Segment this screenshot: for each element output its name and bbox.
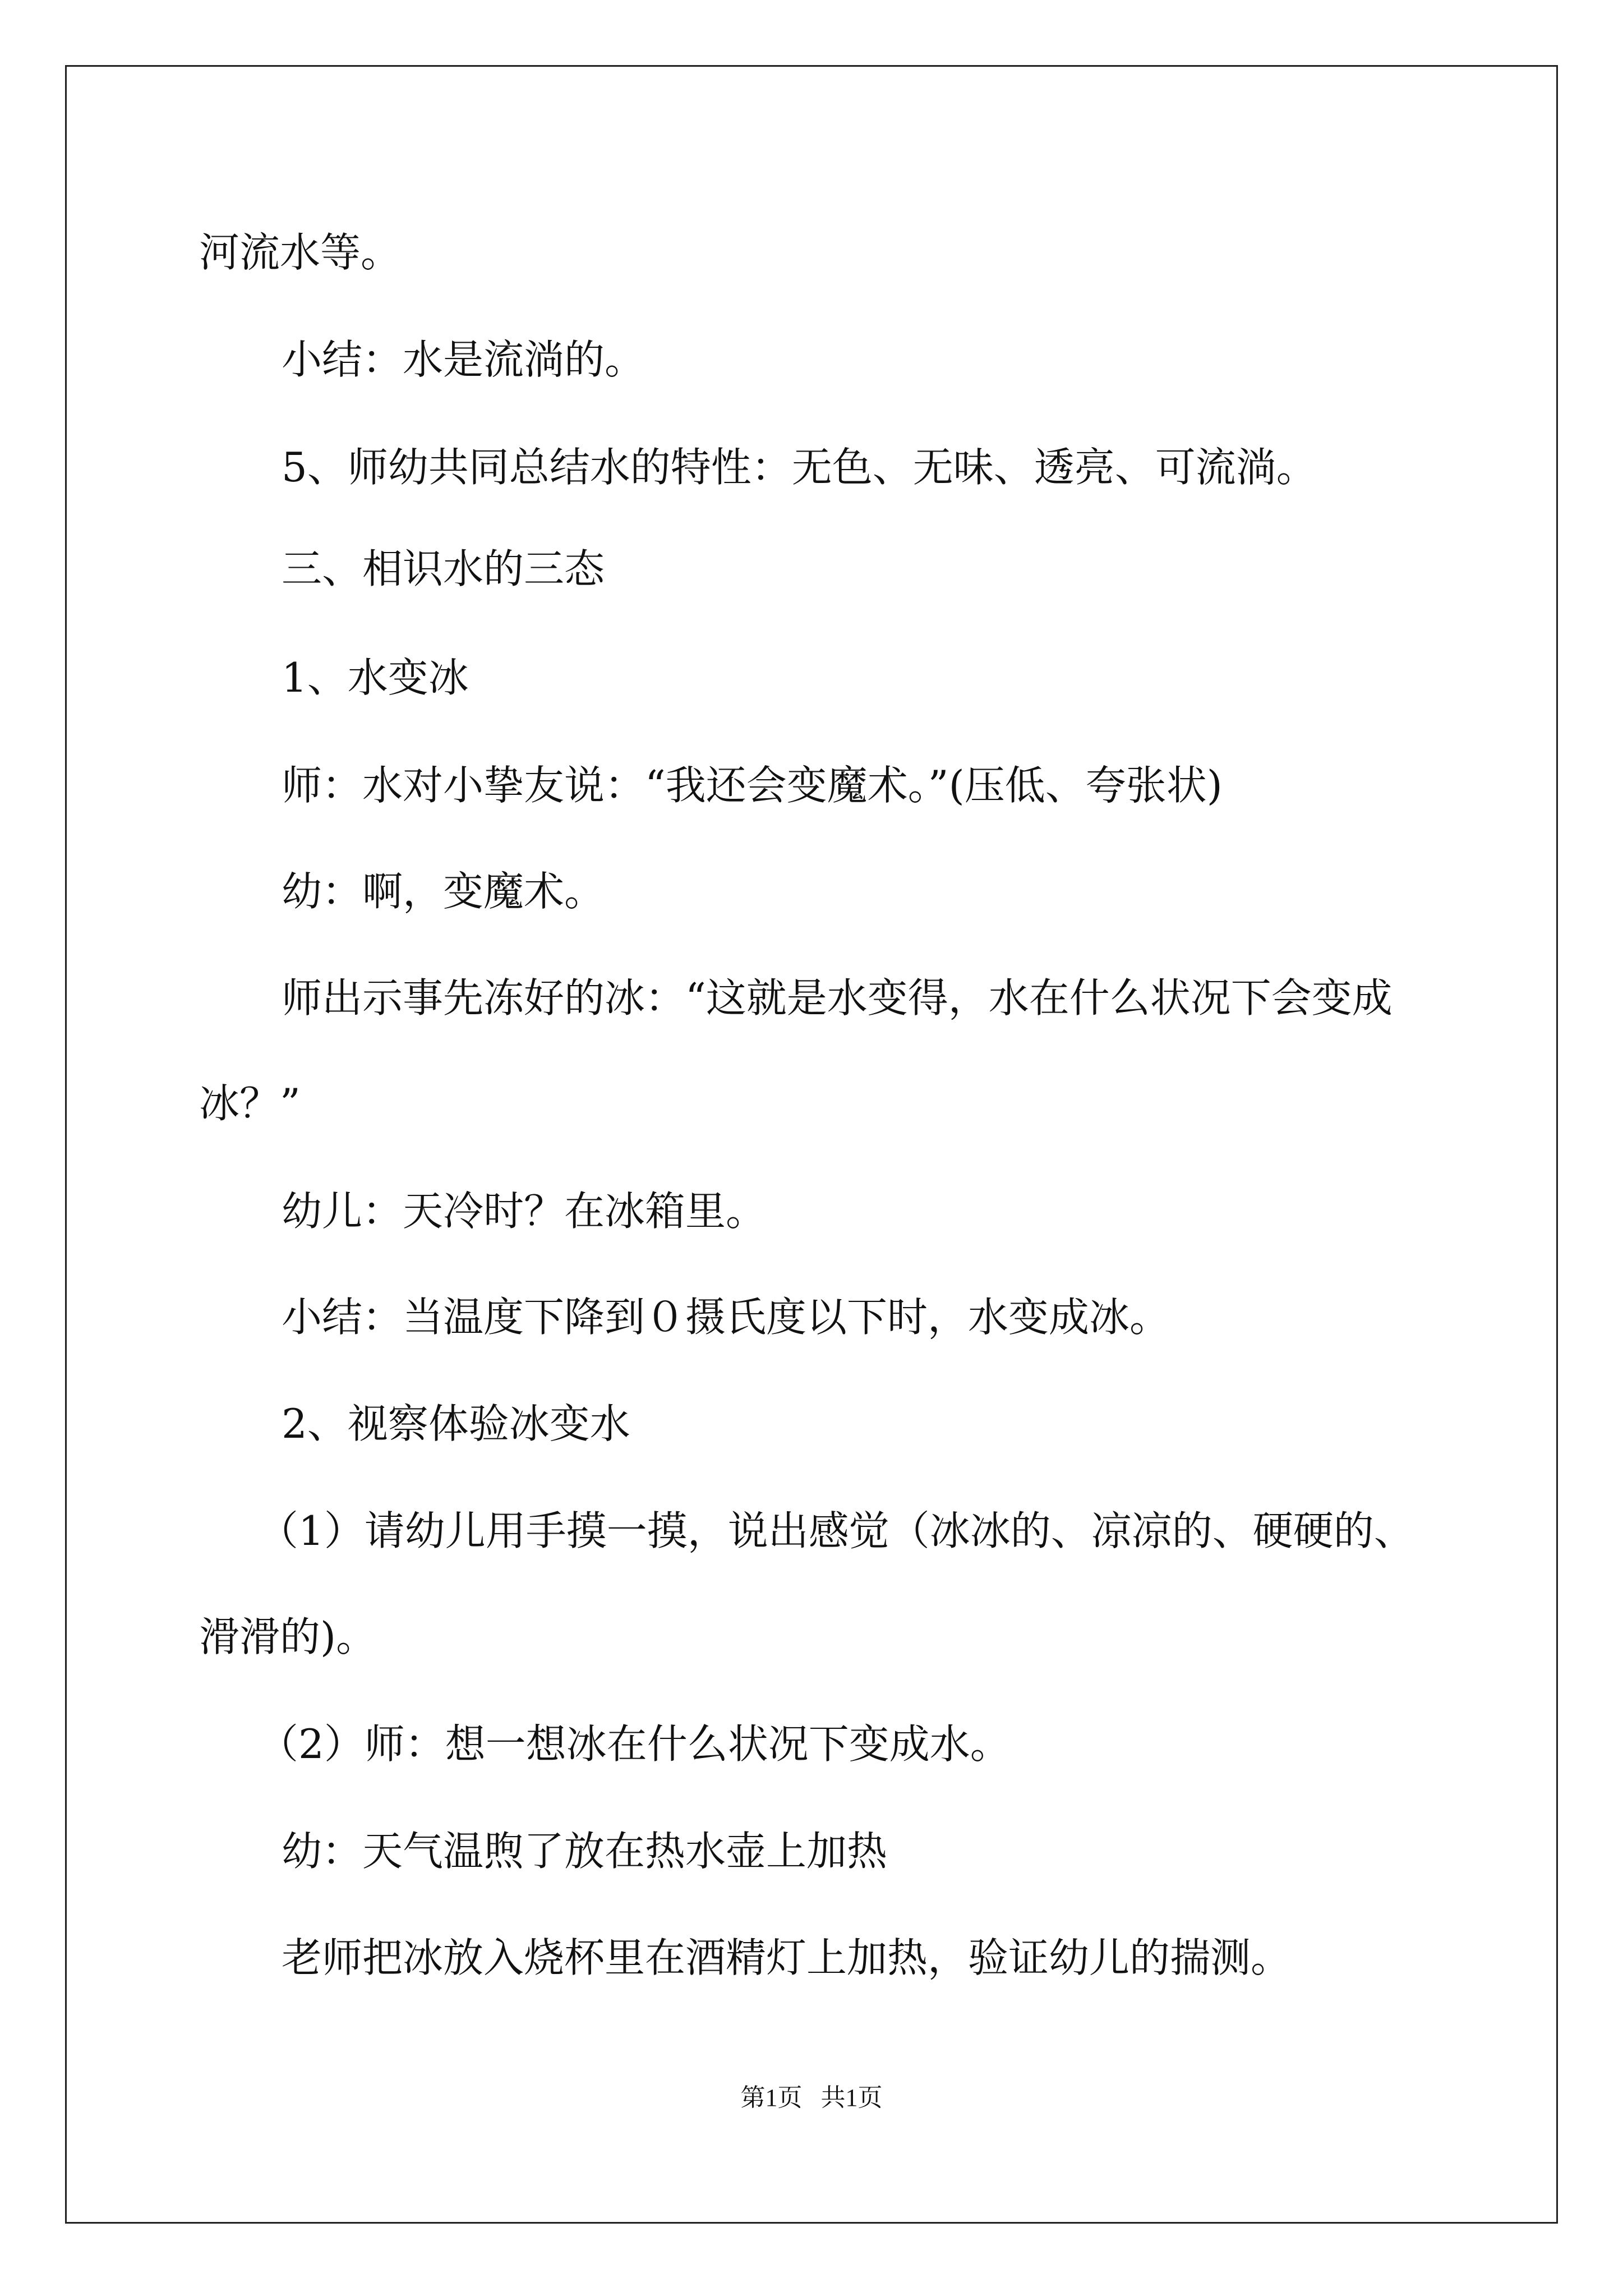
paragraph-line: （1）请幼儿用手摸一摸，说出感觉（冰冰的、凉凉的、硬硬的、 bbox=[258, 1507, 1414, 1554]
subsection-heading: 2、视察体验冰变水 bbox=[282, 1400, 630, 1447]
page-border bbox=[65, 65, 1558, 2224]
paragraph-line: 5、师幼共同总结水的特性：无色、无味、透亮、可流淌。 bbox=[282, 444, 1317, 491]
paragraph-line: 师：水对小挚友说：“我还会变魔术。”(压低、夸张状) bbox=[282, 762, 1223, 809]
paragraph-line: 河流水等。 bbox=[199, 229, 402, 276]
paragraph-line: 滑滑的)。 bbox=[199, 1613, 377, 1660]
section-heading: 三、相识水的三态 bbox=[282, 545, 605, 592]
paragraph-line: 师出示事先冻好的冰：“这就是水变得，水在什么状况下会变成 bbox=[282, 974, 1393, 1022]
paragraph-line: 幼：啊，变魔术。 bbox=[282, 868, 605, 915]
paragraph-line: 幼：天气温煦了放在热水壶上加热 bbox=[282, 1828, 888, 1875]
paragraph-line: 小结：水是流淌的。 bbox=[282, 336, 645, 383]
paragraph-line: 幼儿：天冷时？在冰箱里。 bbox=[282, 1188, 767, 1235]
paragraph-line: 冰？” bbox=[199, 1080, 301, 1127]
paragraph-line: （2）师：想一想冰在什么状况下变成水。 bbox=[258, 1720, 1011, 1768]
paragraph-line: 老师把冰放入烧杯里在酒精灯上加热，验证幼儿的揣测。 bbox=[282, 1934, 1292, 1981]
subsection-heading: 1、水变冰 bbox=[282, 654, 469, 701]
page-number-footer: 第1页 共1页 bbox=[740, 2084, 883, 2111]
paragraph-line: 小结：当温度下降到０摄氏度以下时，水变成冰。 bbox=[282, 1294, 1170, 1341]
